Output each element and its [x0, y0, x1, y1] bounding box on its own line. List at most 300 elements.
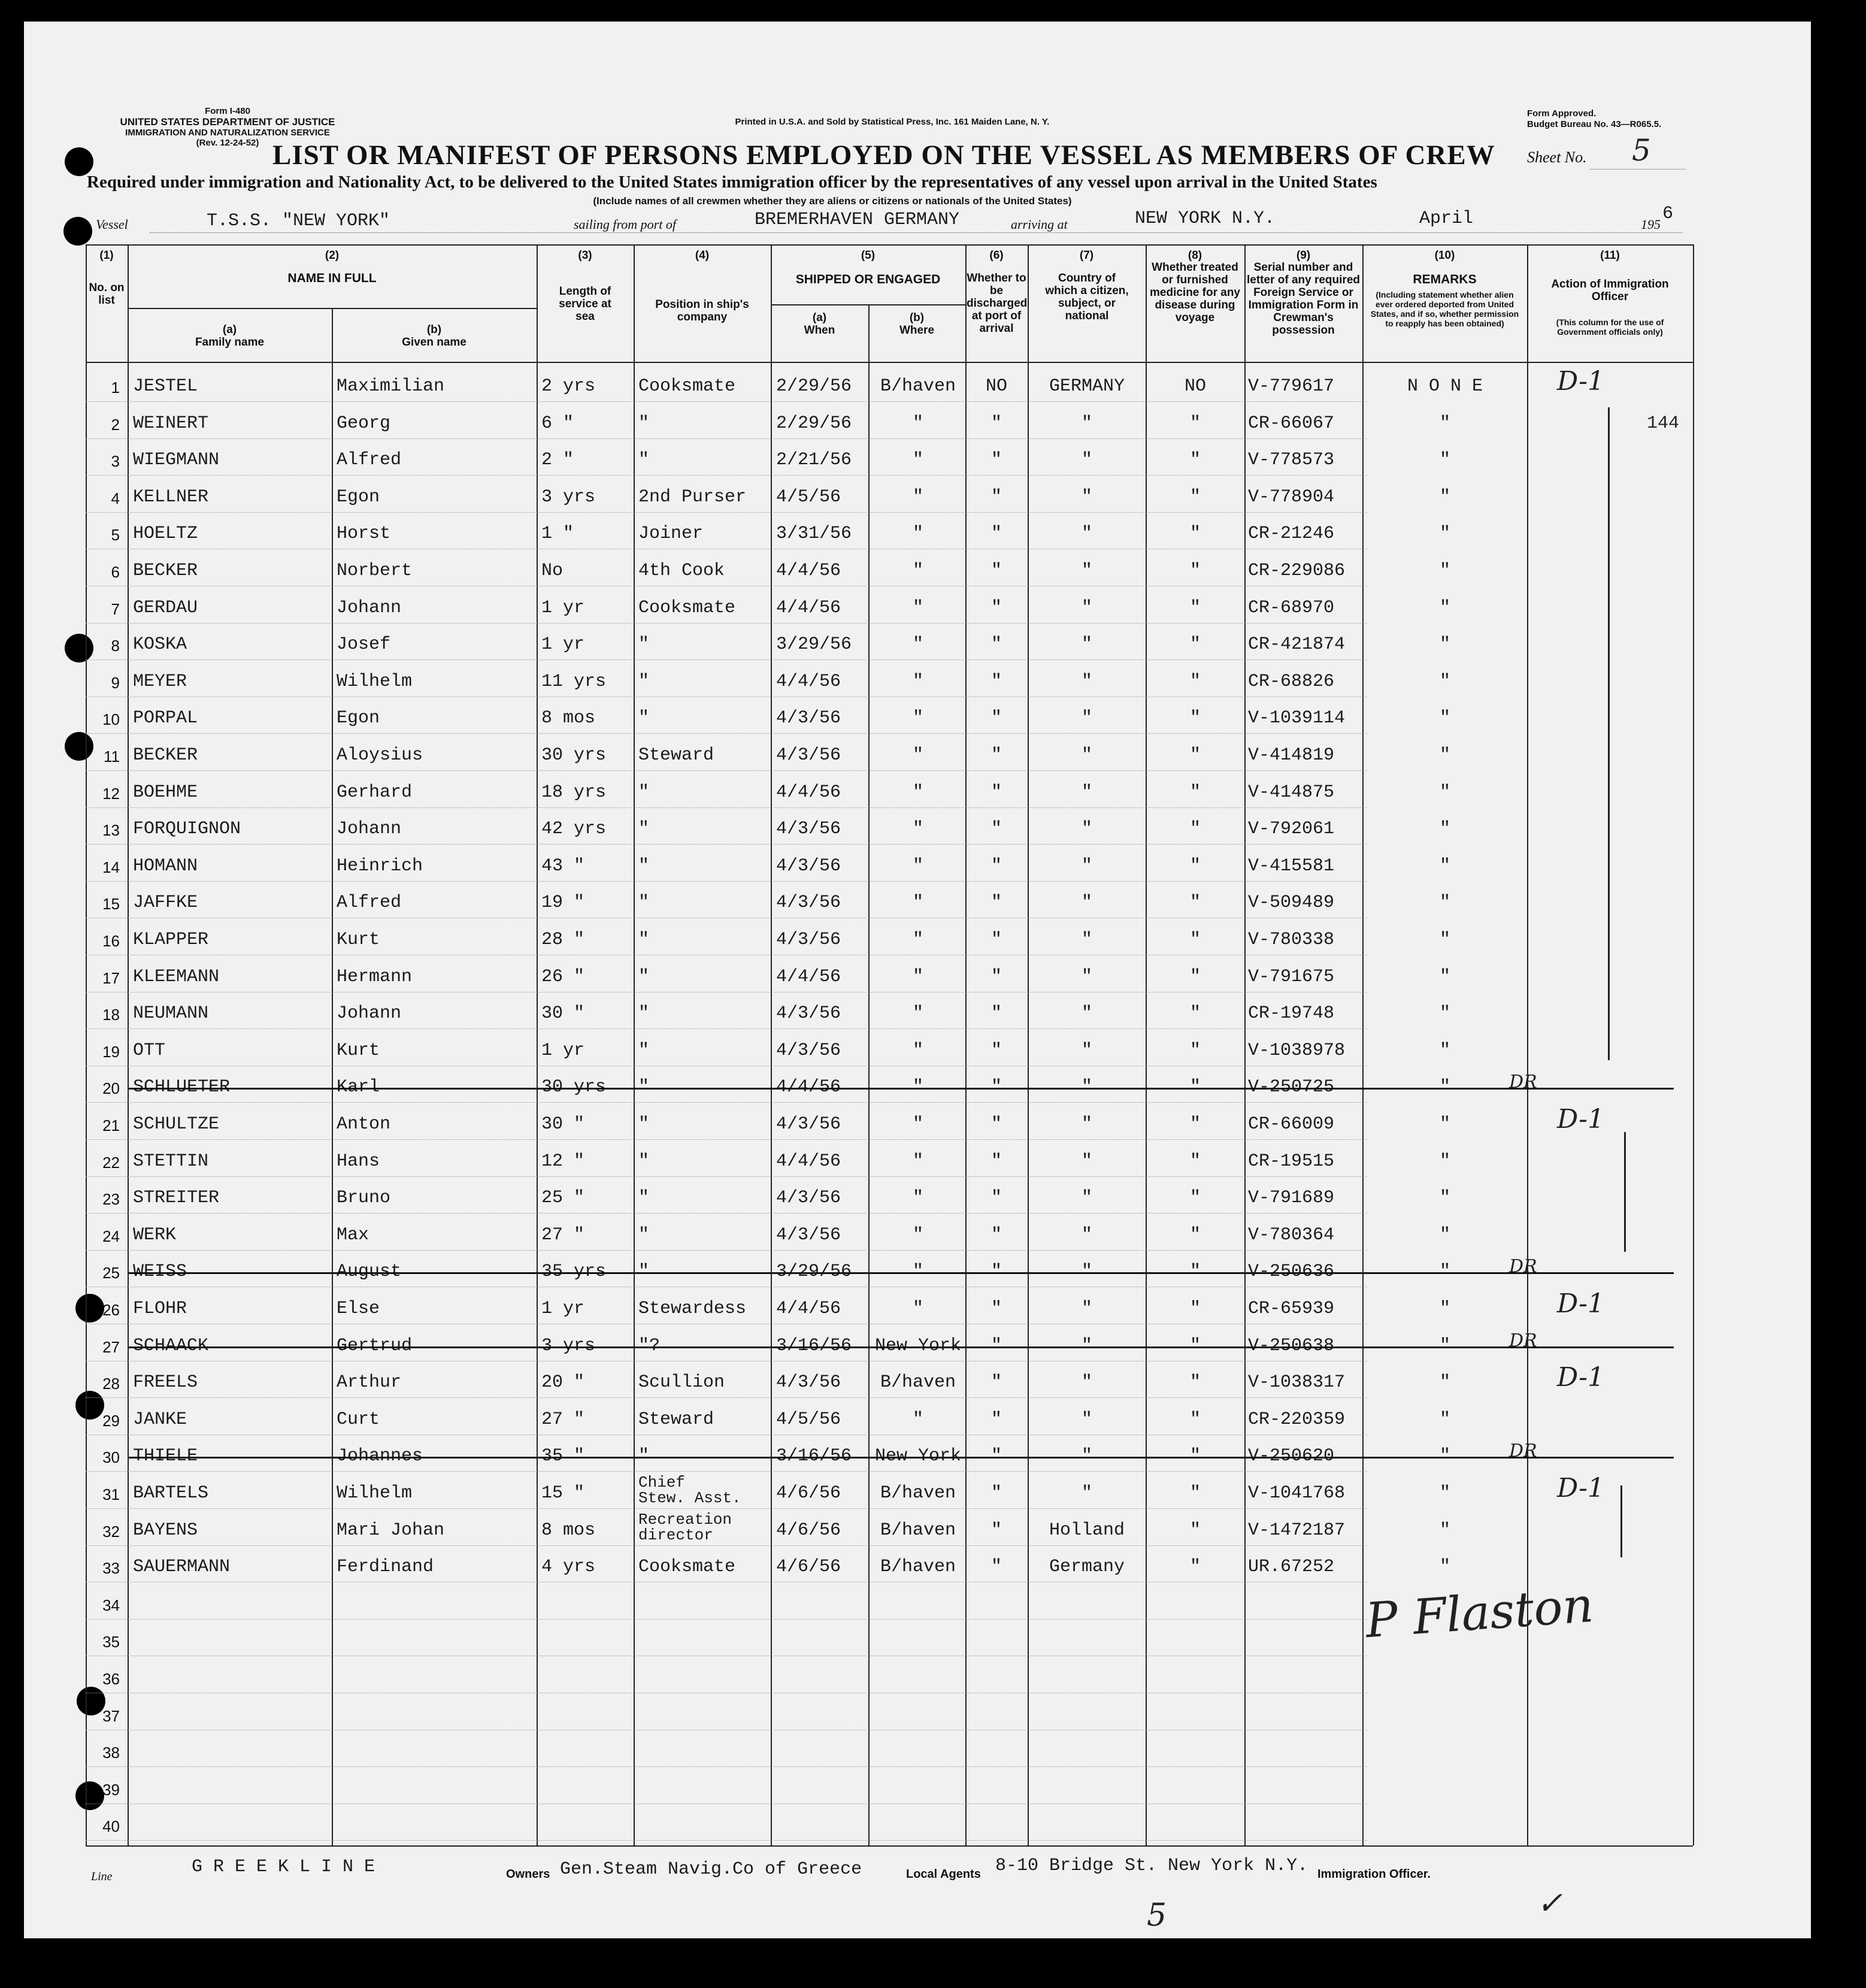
- col11-note: (This column for the use of Government officials only): [1556, 317, 1664, 337]
- service-length-cell: 43 ": [541, 855, 585, 876]
- serial-number-cell: CR-66067: [1248, 413, 1335, 434]
- row-number: 8: [111, 637, 120, 655]
- col-divider: [128, 244, 129, 1845]
- shipped-when-cell: 2/29/56: [776, 413, 852, 434]
- medicine-cell: ": [1189, 1151, 1201, 1172]
- arriving-label: arriving at: [1011, 217, 1068, 232]
- country-cell: ": [1081, 634, 1092, 655]
- serial-number-cell: V-778573: [1248, 450, 1335, 471]
- medicine-cell: ": [1189, 597, 1201, 618]
- col5-number: (5): [861, 249, 876, 262]
- shipped-when-cell: 4/5/56: [776, 1409, 841, 1430]
- col6-header: Whether to be discharged at port of arrival: [967, 272, 1028, 335]
- family-name-cell: BAYENS: [133, 1520, 198, 1541]
- family-name-cell: NEUMANN: [133, 1003, 209, 1024]
- position-cell: ": [638, 634, 650, 655]
- row-number: 19: [102, 1042, 120, 1061]
- shipped-when-cell: 4/4/56: [776, 671, 841, 692]
- col6-number: (6): [989, 249, 1004, 262]
- remarks-cell: ": [1439, 1077, 1450, 1098]
- sheet-underline: [1590, 169, 1686, 170]
- medicine-cell: ": [1189, 1224, 1201, 1245]
- shipped-when-cell: 3/16/56: [776, 1335, 852, 1356]
- shipped-where-cell: ": [912, 966, 923, 987]
- shipped-when-cell: 3/31/56: [776, 524, 852, 544]
- row-rule: [86, 770, 1367, 771]
- service-length-cell: 3 yrs: [541, 1335, 596, 1356]
- col-divider: [634, 244, 635, 1845]
- country-cell: ": [1081, 1409, 1092, 1430]
- position-cell: ": [638, 1151, 650, 1172]
- service-length-cell: 11 yrs: [541, 671, 607, 692]
- shipped-where-cell: ": [912, 819, 923, 840]
- family-name-cell: SCHULTZE: [133, 1114, 220, 1134]
- country-cell: ": [1081, 1299, 1092, 1319]
- discharged-cell: ": [990, 1299, 1002, 1319]
- service-length-cell: No: [541, 561, 564, 581]
- discharged-cell: ": [990, 1151, 1002, 1172]
- punch-hole: [63, 217, 92, 246]
- shipped-where-cell: ": [912, 597, 923, 618]
- position-cell: ": [638, 1114, 650, 1134]
- sheet-number: 5: [1632, 133, 1651, 168]
- remarks-cell: ": [1439, 1409, 1450, 1430]
- row-number: 38: [102, 1744, 120, 1762]
- row-number: 24: [102, 1227, 120, 1245]
- row-rule: [86, 1471, 1367, 1472]
- given-name-cell: Johann: [337, 819, 402, 840]
- owners-value: Gen.Steam Navig.Co of Greece: [560, 1859, 862, 1880]
- printer-note: Printed in U.S.A. and Sold by Statistical Press, Inc. 161 Maiden Lane, N. Y.: [735, 117, 1050, 127]
- medicine-cell: ": [1189, 782, 1201, 803]
- position-cell: ": [638, 1224, 650, 1245]
- budget-bureau: Budget Bureau No. 43—R065.5.: [1527, 119, 1662, 129]
- medicine-cell: ": [1189, 1520, 1201, 1541]
- shipped-where-cell: ": [912, 1224, 923, 1245]
- service-length-cell: 2 ": [541, 450, 574, 471]
- shipped-when-cell: 4/4/56: [776, 1299, 841, 1319]
- country-cell: ": [1081, 892, 1092, 913]
- remarks-cell: ": [1439, 486, 1450, 507]
- row-rule: [86, 512, 1367, 513]
- arrival-year-suffix: 6: [1662, 204, 1674, 224]
- shipped-where-cell: ": [912, 745, 923, 765]
- service-length-cell: 1 yr: [541, 634, 585, 655]
- service-length-cell: 15 ": [541, 1483, 585, 1503]
- country-cell: Germany: [1049, 1557, 1125, 1578]
- shipped-where-cell: ": [912, 671, 923, 692]
- position-cell: Cooksmate: [638, 376, 736, 397]
- discharged-cell: NO: [985, 376, 1007, 397]
- remarks-cell: ": [1439, 1520, 1450, 1541]
- country-cell: ": [1081, 930, 1092, 950]
- discharged-cell: ": [990, 597, 1002, 618]
- shipped-when-cell: 4/6/56: [776, 1483, 841, 1503]
- family-name-cell: SCHLUETER: [133, 1077, 231, 1098]
- position-cell: Recreation director: [638, 1510, 732, 1544]
- medicine-cell: ": [1189, 1261, 1201, 1282]
- col-divider: [771, 244, 772, 1845]
- service-length-cell: 8 mos: [541, 708, 596, 729]
- country-cell: ": [1081, 1114, 1092, 1134]
- discharged-cell: ": [990, 671, 1002, 692]
- page-title: LIST OR MANIFEST OF PERSONS EMPLOYED ON THE VESSEL AS MEMBERS OF CREW: [272, 140, 1495, 171]
- medicine-cell: ": [1189, 413, 1201, 434]
- family-name-cell: STETTIN: [133, 1151, 209, 1172]
- discharged-cell: ": [990, 930, 1002, 950]
- serial-number-cell: V-791689: [1248, 1188, 1335, 1209]
- discharged-cell: ": [990, 1409, 1002, 1430]
- given-name-cell: Georg: [337, 413, 391, 434]
- row-number: 21: [102, 1116, 120, 1134]
- given-name-cell: Horst: [337, 524, 391, 544]
- family-name-cell: SAUERMANN: [133, 1557, 231, 1578]
- service-length-cell: 30 yrs: [541, 745, 607, 765]
- shipped-where-cell: ": [912, 524, 923, 544]
- remarks-cell: N O N E: [1407, 376, 1483, 397]
- shipped-when-cell: 4/3/56: [776, 1188, 841, 1209]
- position-cell: Stewardess: [638, 1299, 747, 1319]
- remarks-cell: ": [1439, 966, 1450, 987]
- discharged-cell: ": [990, 819, 1002, 840]
- position-cell: ": [638, 1261, 650, 1282]
- row-number: 18: [102, 1006, 120, 1024]
- service-length-cell: 20 ": [541, 1372, 585, 1393]
- shipped-when-cell: 4/5/56: [776, 486, 841, 507]
- serial-number-cell: CR-229086: [1248, 561, 1346, 581]
- shipped-where-cell: ": [912, 450, 923, 471]
- given-name-cell: Max: [337, 1224, 369, 1245]
- service-length-cell: 30 ": [541, 1003, 585, 1024]
- row-rule: [86, 1213, 1367, 1214]
- remarks-cell: ": [1439, 892, 1450, 913]
- family-name-cell: JANKE: [133, 1409, 187, 1430]
- given-name-cell: Else: [337, 1299, 380, 1319]
- given-name-cell: Wilhelm: [337, 1483, 413, 1503]
- family-name-cell: WERK: [133, 1224, 177, 1245]
- country-cell: ": [1081, 855, 1092, 876]
- agents-label: Local Agents: [906, 1868, 981, 1881]
- shipped-where-cell: ": [912, 855, 923, 876]
- remarks-cell: ": [1439, 1224, 1450, 1245]
- shipped-where-cell: ": [912, 782, 923, 803]
- discharged-cell: ": [990, 966, 1002, 987]
- discharged-cell: ": [990, 1261, 1002, 1282]
- remarks-cell: ": [1439, 524, 1450, 544]
- remarks-cell: ": [1439, 1114, 1450, 1134]
- col8-header: Whether treated or furnished medicine for any disease during voyage: [1150, 261, 1240, 324]
- position-cell: Joiner: [638, 524, 704, 544]
- shipped-when-cell: 4/3/56: [776, 1114, 841, 1134]
- serial-number-cell: CR-65939: [1248, 1299, 1335, 1319]
- shipped-when-cell: 2/29/56: [776, 376, 852, 397]
- service-length-cell: 28 ": [541, 930, 585, 950]
- given-name-cell: Egon: [337, 486, 380, 507]
- remarks-cell: ": [1439, 1372, 1450, 1393]
- row-rule: [86, 401, 1367, 402]
- country-cell: ": [1081, 1446, 1092, 1467]
- punch-hole: [65, 147, 93, 176]
- remarks-cell: ": [1439, 1446, 1450, 1467]
- family-name-cell: BECKER: [133, 745, 198, 765]
- family-name-cell: WIEGMANN: [133, 450, 220, 471]
- medicine-cell: ": [1189, 524, 1201, 544]
- row-number: 35: [102, 1633, 120, 1651]
- shipped-when-cell: 4/4/56: [776, 1151, 841, 1172]
- discharged-cell: ": [990, 782, 1002, 803]
- position-cell: Chief Stew. Asst.: [638, 1473, 741, 1507]
- form-revision: (Rev. 12-24-52): [196, 138, 259, 148]
- medicine-cell: ": [1189, 855, 1201, 876]
- medicine-cell: ": [1189, 450, 1201, 471]
- country-cell: ": [1081, 966, 1092, 987]
- medicine-cell: ": [1189, 1077, 1201, 1098]
- shipped-when-cell: 4/6/56: [776, 1557, 841, 1578]
- medicine-cell: ": [1189, 1372, 1201, 1393]
- page-mark: 5: [1147, 1898, 1167, 1933]
- country-cell: ": [1081, 413, 1092, 434]
- serial-number-cell: CR-21246: [1248, 524, 1335, 544]
- shipped-where-cell: ": [912, 1409, 923, 1430]
- given-name-cell: Gerhard: [337, 782, 413, 803]
- remarks-cell: ": [1439, 930, 1450, 950]
- serial-number-cell: UR.67252: [1248, 1557, 1335, 1578]
- row-number: 12: [102, 784, 120, 803]
- remarks-cell: ": [1439, 819, 1450, 840]
- discharged-cell: ": [990, 745, 1002, 765]
- medicine-cell: ": [1189, 1188, 1201, 1209]
- shipped-where-cell: ": [912, 1299, 923, 1319]
- shipped-where-cell: ": [912, 892, 923, 913]
- shipped-where-cell: ": [912, 413, 923, 434]
- country-cell: ": [1081, 1077, 1092, 1098]
- row-number: 4: [111, 489, 120, 507]
- immigration-action-cell: D-1: [1557, 1362, 1604, 1393]
- col1-number: (1): [99, 249, 114, 262]
- country-cell: ": [1081, 1335, 1092, 1356]
- shipped-where-cell: B/haven: [880, 1557, 956, 1578]
- discharged-cell: ": [990, 892, 1002, 913]
- table-top-border: [86, 244, 1693, 246]
- shipped-when-cell: 4/4/56: [776, 1077, 841, 1098]
- service-length-cell: 19 ": [541, 892, 585, 913]
- form-number: Form I-480: [205, 106, 250, 116]
- family-name-cell: GERDAU: [133, 597, 198, 618]
- family-name-cell: JESTEL: [133, 376, 198, 397]
- department-name: UNITED STATES DEPARTMENT OF JUSTICE: [120, 116, 335, 128]
- discharged-cell: ": [990, 1077, 1002, 1098]
- punch-hole: [65, 634, 93, 662]
- col5-header: SHIPPED OR ENGAGED: [795, 273, 941, 286]
- family-name-cell: MEYER: [133, 671, 187, 692]
- remarks-cell: ": [1439, 634, 1450, 655]
- col8-number: (8): [1188, 249, 1202, 262]
- service-length-cell: 1 yr: [541, 1299, 585, 1319]
- row-rule: [86, 623, 1367, 624]
- remarks-cell: ": [1439, 450, 1450, 471]
- country-cell: ": [1081, 1261, 1092, 1282]
- given-name-cell: Kurt: [337, 1040, 380, 1061]
- given-name-cell: Bruno: [337, 1188, 391, 1209]
- serial-number-cell: V-250725: [1248, 1077, 1335, 1098]
- sheet-label: Sheet No.: [1527, 149, 1587, 166]
- shipped-when-cell: 4/3/56: [776, 1040, 841, 1061]
- medicine-cell: ": [1189, 561, 1201, 581]
- form-approved: Form Approved.: [1527, 108, 1597, 119]
- row-number: 37: [102, 1706, 120, 1725]
- discharged-cell: ": [990, 855, 1002, 876]
- remarks-cell: ": [1439, 708, 1450, 729]
- row-rule: [86, 659, 1367, 660]
- row-rule: [86, 1766, 1367, 1767]
- serial-number-cell: V-509489: [1248, 892, 1335, 913]
- medicine-cell: ": [1189, 1299, 1201, 1319]
- shipped-when-cell: 4/4/56: [776, 966, 841, 987]
- bracket-mark: [1620, 1485, 1626, 1557]
- medicine-cell: ": [1189, 1335, 1201, 1356]
- row-number: 2: [111, 415, 120, 434]
- position-cell: ": [638, 1040, 650, 1061]
- position-cell: ": [638, 966, 650, 987]
- strikethrough-line: [129, 1088, 1674, 1090]
- serial-number-cell: V-250638: [1248, 1335, 1335, 1356]
- row-number: 26: [102, 1301, 120, 1319]
- given-name-cell: Johannes: [337, 1446, 423, 1467]
- family-name-cell: FREELS: [133, 1372, 198, 1393]
- remarks-cell: ": [1439, 671, 1450, 692]
- medicine-cell: ": [1189, 1003, 1201, 1024]
- given-name-cell: Kurt: [337, 930, 380, 950]
- row-rule: [86, 1028, 1367, 1029]
- immigration-action-cell: DR: [1509, 1072, 1537, 1093]
- row-rule: [86, 1508, 1367, 1509]
- position-cell: ": [638, 671, 650, 692]
- col3-number: (3): [578, 249, 592, 262]
- remarks-cell: ": [1439, 1335, 1450, 1356]
- shipped-where-cell: ": [912, 1261, 923, 1282]
- family-name-cell: KLEEMANN: [133, 966, 220, 987]
- col10-header: REMARKS: [1413, 273, 1477, 286]
- position-cell: ": [638, 413, 650, 434]
- service-length-cell: 12 ": [541, 1151, 585, 1172]
- given-name-cell: Arthur: [337, 1372, 402, 1393]
- col-divider: [1028, 244, 1029, 1845]
- col11-number: (11): [1600, 249, 1620, 262]
- given-name-cell: Wilhelm: [337, 671, 413, 692]
- country-cell: ": [1081, 1188, 1092, 1209]
- shipped-where-cell: New York: [874, 1446, 962, 1467]
- subheader-divider: [332, 308, 333, 1845]
- row-rule: [86, 807, 1367, 808]
- row-number: 27: [102, 1338, 120, 1356]
- medicine-cell: ": [1189, 1040, 1201, 1061]
- row-number: 34: [102, 1596, 120, 1614]
- remarks-cell: ": [1439, 1483, 1450, 1503]
- discharged-cell: ": [990, 1483, 1002, 1503]
- given-name-cell: Curt: [337, 1409, 380, 1430]
- row-number: 31: [102, 1485, 120, 1503]
- service-length-cell: 27 ": [541, 1409, 585, 1430]
- serial-number-cell: CR-19748: [1248, 1003, 1335, 1024]
- line-value: G R E E K L I N E: [192, 1857, 375, 1877]
- family-name-cell: JAFFKE: [133, 892, 198, 913]
- row-number: 32: [102, 1522, 120, 1541]
- serial-number-cell: V-250636: [1248, 1261, 1335, 1282]
- row-number: 36: [102, 1670, 120, 1688]
- vessel-label: Vessel: [96, 217, 128, 232]
- discharged-cell: ": [990, 450, 1002, 471]
- given-name-cell: Johann: [337, 1003, 402, 1024]
- position-cell: "?: [638, 1335, 661, 1356]
- immigration-action-cell: DR: [1509, 1441, 1537, 1462]
- owners-label: Owners: [506, 1868, 550, 1881]
- serial-number-cell: CR-68970: [1248, 597, 1335, 618]
- remarks-cell: ": [1439, 1151, 1450, 1172]
- shipped-where-cell: New York: [874, 1335, 962, 1356]
- col7-header: Country of which a citizen, subject, or national: [1045, 272, 1129, 322]
- family-name-cell: HOMANN: [133, 855, 198, 876]
- family-name-cell: WEISS: [133, 1261, 187, 1282]
- discharged-cell: ": [990, 561, 1002, 581]
- shipped-where-cell: ": [912, 486, 923, 507]
- row-number: 39: [102, 1780, 120, 1799]
- serial-number-cell: V-791675: [1248, 966, 1335, 987]
- row-number: 5: [111, 526, 120, 544]
- shipped-where-cell: ": [912, 1188, 923, 1209]
- family-name-cell: KOSKA: [133, 634, 187, 655]
- medicine-cell: ": [1189, 819, 1201, 840]
- col2-header: NAME IN FULL: [287, 271, 377, 285]
- serial-number-cell: CR-220359: [1248, 1409, 1346, 1430]
- remarks-cell: ": [1439, 1003, 1450, 1024]
- row-rule: [86, 1139, 1367, 1140]
- medicine-cell: ": [1189, 671, 1201, 692]
- country-cell: ": [1081, 671, 1092, 692]
- col4-header: Position in ship's company: [655, 298, 749, 323]
- family-name-cell: WEINERT: [133, 413, 209, 434]
- service-length-cell: 4 yrs: [541, 1557, 596, 1578]
- row-number: 28: [102, 1375, 120, 1393]
- position-cell: ": [638, 450, 650, 471]
- serial-number-cell: V-1038978: [1248, 1040, 1346, 1061]
- country-cell: GERMANY: [1049, 376, 1125, 397]
- immigration-action-cell: DR: [1509, 1330, 1537, 1351]
- position-cell: ": [638, 1446, 650, 1467]
- position-cell: ": [638, 930, 650, 950]
- medicine-cell: NO: [1184, 376, 1206, 397]
- medicine-cell: ": [1189, 1114, 1201, 1134]
- row-number: 6: [111, 563, 120, 581]
- country-cell: ": [1081, 1372, 1092, 1393]
- col11-header: Action of Immigration Officer: [1551, 278, 1669, 303]
- family-name-cell: FLOHR: [133, 1299, 187, 1319]
- medicine-cell: ": [1189, 966, 1201, 987]
- table-right-border: [1693, 244, 1694, 1845]
- serial-number-cell: V-1041768: [1248, 1483, 1346, 1503]
- shipped-where-cell: ": [912, 930, 923, 950]
- row-number: 30: [102, 1448, 120, 1467]
- service-length-cell: 42 yrs: [541, 819, 607, 840]
- remarks-cell: ": [1439, 1299, 1450, 1319]
- col-divider: [1244, 244, 1246, 1845]
- discharged-cell: ": [990, 1188, 1002, 1209]
- remarks-cell: ": [1439, 855, 1450, 876]
- shipped-when-cell: 2/21/56: [776, 450, 852, 471]
- shipped-when-cell: 4/3/56: [776, 708, 841, 729]
- service-length-cell: 1 yr: [541, 597, 585, 618]
- service-length-cell: 25 ": [541, 1188, 585, 1209]
- medicine-cell: ": [1189, 1483, 1201, 1503]
